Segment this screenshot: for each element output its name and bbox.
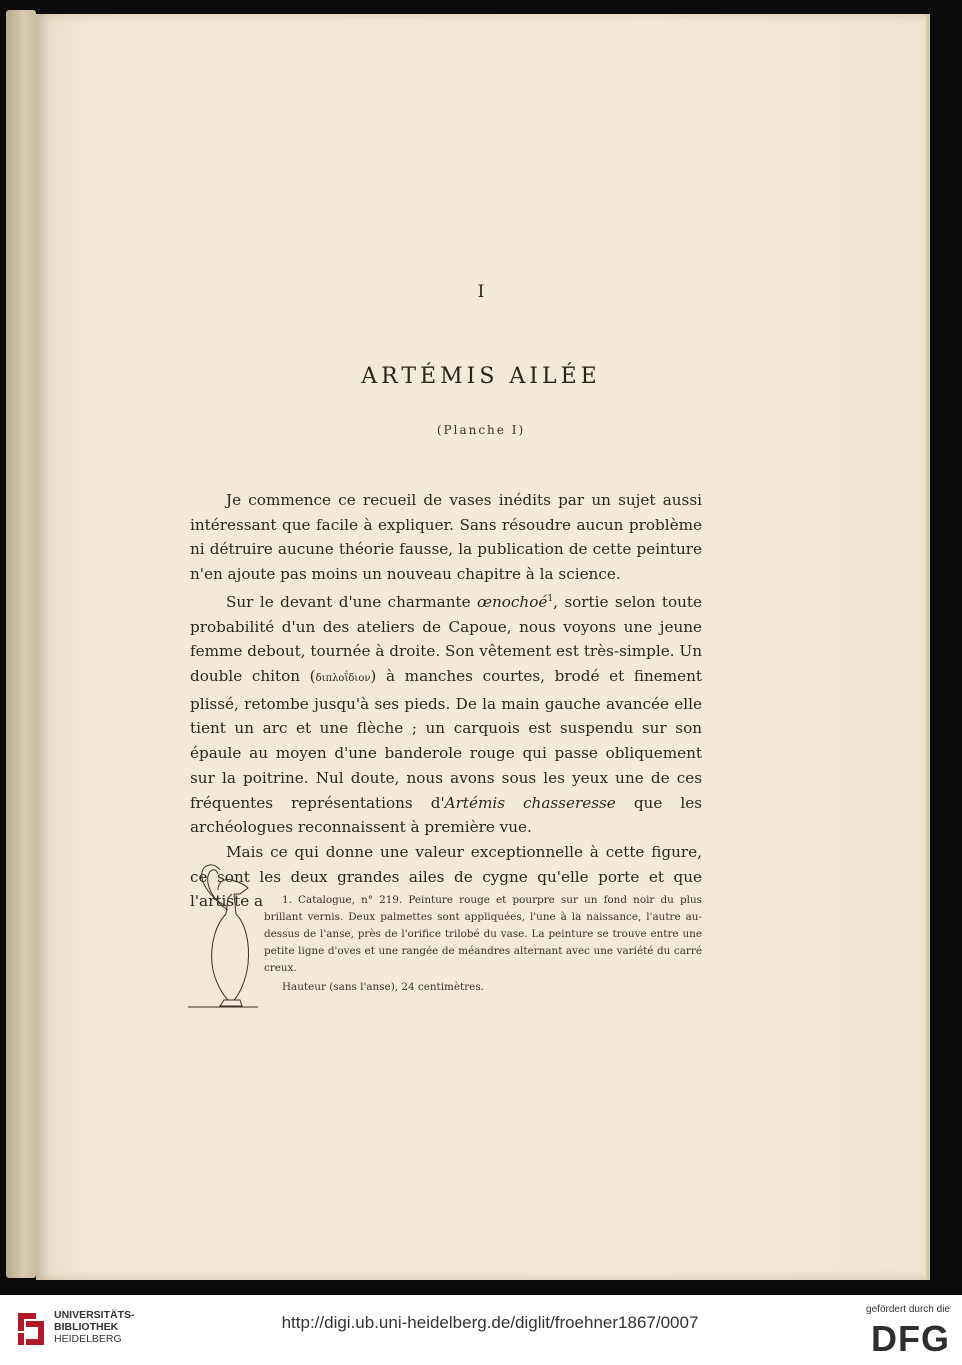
chapter-number: I — [477, 282, 485, 302]
footnote-1: 1. Catalogue, n° 219. Peinture rouge et pourpre sur un fond noir du plus brillant vernis. Deux palmettes sont appliquées, l'une à la naissance, l'autre au-dessus de l'anse, près de l'orifice trilobé du vase. La peinture se trouve entre une petite ligne d'oves et une rangée de méandres alternant avec une variété du carré creux. — [264, 894, 702, 974]
ub-heidelberg-logo-icon[interactable] — [14, 1311, 48, 1347]
footnote-ref: 1 — [547, 593, 554, 604]
paragraph-1: Je commence ce recueil de vases inédits par un sujet aussi intéressant que facile à expliquer. Sans résoudre aucun problème ni détruire aucune théorie fausse, la publication de cette peinture n'en ajoute pas moins un nouveau chapitre à la science. — [190, 491, 702, 584]
dfg-logo[interactable]: DFG — [871, 1318, 950, 1359]
permalink-url[interactable]: http://digi.ub.uni-heidelberg.de/diglit/froehner1867/0007 — [281, 1313, 699, 1332]
oenochoe-vase-icon — [188, 854, 258, 1014]
artemis-term: Artémis chasseresse — [444, 793, 616, 812]
page-title: ARTÉMIS AILÉE — [361, 364, 601, 389]
footnote-height: Hauteur (sans l'anse), 24 centimètres. — [282, 981, 484, 993]
paragraph-2: Sur le devant d'une charmante œnochoé$^1$, sortie selon toute probabilité d'un des ateliers de Capoue, nous voyons une jeune femme debout, tournée à droite. Son vêtement est très-simple. Un double chiton (διπλοΐδιον) à manches courtes, brodé et finement plissé, retombe jusqu'à ses pieds. De la main gauche avancée elle tient un arc et une flèche ; un carquois est suspendu sur son épaule au moyen d'une banderole rouge qui passe obliquement sur la poitrine. Nul doute, nous avons sous les yeux une de ces fréquentes représentations d'Artémis chasseresse que les archéologues reconnaissent à première vue. — [190, 592, 702, 837]
plate-reference: (Planche I) — [436, 423, 526, 437]
body-text — [190, 488, 702, 914]
greek-term: διπλοΐδιον — [315, 672, 371, 684]
paragraph-3: Mais ce qui donne une valeur exceptionnelle à cette figure, ce sont les deux grandes ailes de cygne qu'elle porte et que l'artiste a — [190, 842, 702, 911]
book-page — [36, 14, 930, 1280]
library-name[interactable]: UNIVERSITÄTS- BIBLIOTHEK HEIDELBERG — [54, 1309, 135, 1345]
viewer-footer — [0, 1295, 962, 1365]
footnotes — [264, 892, 702, 996]
oenochoe-term: œnochoé — [476, 592, 548, 611]
page-edge — [6, 10, 36, 1278]
funding-label: gefördert durch die — [866, 1304, 950, 1315]
